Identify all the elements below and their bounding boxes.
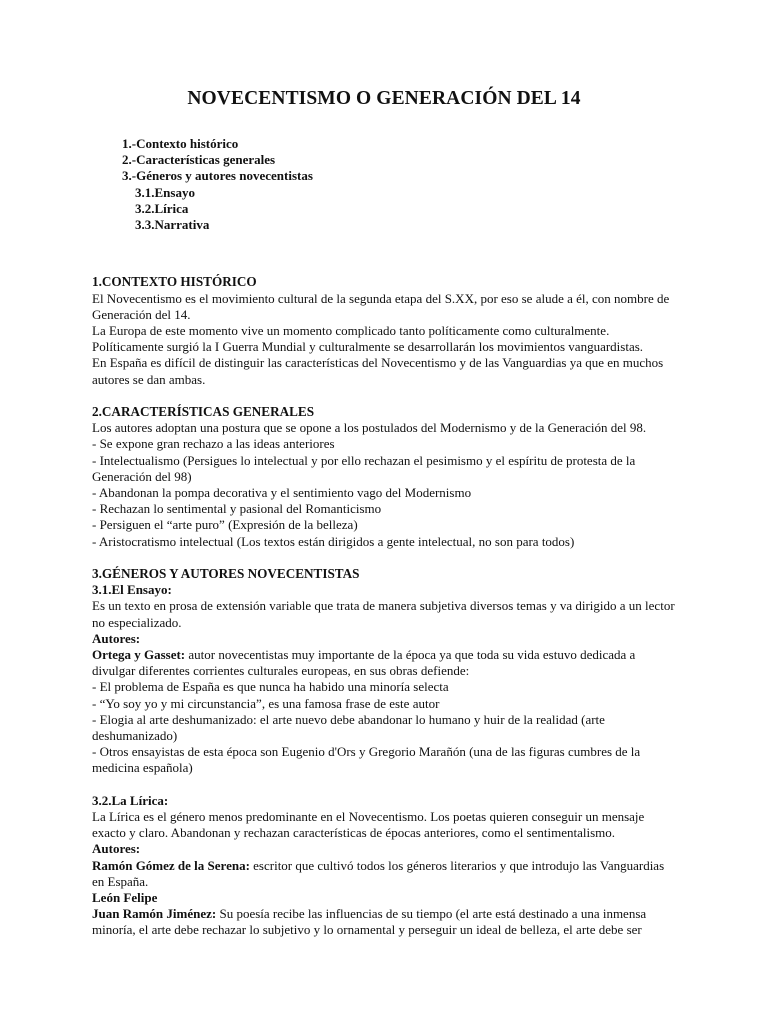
list-item: - Se expone gran rechazo a las ideas anteriores — [92, 436, 335, 452]
section-heading: 2.CARACTERÍSTICAS GENERALES — [92, 404, 315, 420]
list-item: - Aristocratismo intelectual (Los textos están dirigidos a gente intelectual, no son para todos) — [92, 533, 575, 549]
table-of-contents — [92, 136, 676, 233]
subsection-heading — [92, 793, 676, 809]
subsection-heading — [92, 582, 676, 598]
autores-label-text: Autores: — [92, 630, 141, 646]
list-item: - Elogia al arte deshumanizado: el arte nuevo debe abandonar lo humano y huir de la realidad (arte deshumanizado) — [92, 711, 605, 744]
section-heading: 1.CONTEXTO HISTÓRICO — [92, 274, 257, 290]
list-item: - Intelectualismo (Persigues lo intelectual y por ello rechazan el pesimismo y el espíritu de protesta de la Generación del 98) — [92, 452, 636, 484]
paragraph: Es un texto en prosa de extensión variable que trata de manera subjetiva diversos temas y va dirigido a un lector no especializado. — [92, 598, 675, 630]
author-description: Su poesía recibe las influencias de su tiempo (el arte está destinado a una inmensa minoría, el arte debe rechazar lo subjetivo y lo ornamental y perseguir un ideal de belleza, el arte debe ser — [92, 906, 647, 938]
list-item: - El problema de España es que nunca ha habido una minoría selecta — [92, 679, 449, 695]
list-item: - Otros ensayistas de esta época son Eugenio d'Ors y Gregorio Marañón (una de las figuras cumbres de la medicina española) — [92, 744, 641, 776]
section-heading: 3.GÉNEROS Y AUTORES NOVECENTISTAS — [92, 566, 360, 582]
author-name: Ortega y Gasset: — [92, 647, 186, 663]
toc-subitem: 3.3.Narrativa — [135, 217, 210, 233]
toc-subitem: 3.1.Ensayo — [135, 184, 195, 200]
list-item: - “Yo soy yo y mi circunstancia”, es una famosa frase de este autor — [92, 695, 440, 711]
list-item: - Rechazan lo sentimental y pasional del Romanticismo — [92, 501, 382, 517]
author-entry — [92, 858, 676, 890]
autores-label-text: Autores: — [92, 841, 141, 857]
paragraph: En España es difícil de distinguir las características del Novecentismo y de las Vanguardias ya que en muchos autores se dan ambas. — [92, 355, 664, 387]
paragraph: Los autores adoptan una postura que se opone a los postulados del Modernismo y de la Generación del 98. — [92, 420, 647, 436]
paragraph: La Lírica es el género menos predominante en el Novecentismo. Los poetas quieren conseguir un mensaje exacto y claro. Abandonan y rechazan características de épocas anteriores, como el sentimentalismo. — [92, 809, 645, 841]
author-name: León Felipe — [92, 890, 158, 906]
author-description: escritor que cultivó todos los géneros literarios y que introdujo las Vanguardias en España. — [92, 857, 665, 889]
autores-label — [92, 631, 676, 647]
author-entry — [92, 890, 676, 906]
subsection-heading-text: 3.1.El Ensayo: — [92, 582, 172, 598]
toc-subitem: 3.2.Lírica — [135, 200, 189, 216]
toc-item: 3.-Géneros y autores novecentistas — [122, 168, 313, 184]
page-title: NOVECENTISMO O GENERACIÓN DEL 14 — [187, 88, 581, 109]
paragraph: La Europa de este momento vive un momento complicado tanto políticamente como culturalmente. — [92, 323, 610, 339]
author-entry — [92, 906, 676, 938]
paragraph: Políticamente surgió la I Guerra Mundial y culturalmente se desarrollarán los movimientos vanguardistas. — [92, 339, 644, 355]
author-name: Juan Ramón Jiménez: — [92, 906, 217, 922]
author-description: autor novecentistas muy importante de la época ya que toda su vida estuvo dedicada a divulgar diferentes corrientes culturales europeas, en sus obras defiende: — [92, 647, 636, 679]
toc-item: 1.-Contexto histórico — [122, 136, 239, 151]
list-item: - Persiguen el “arte puro” (Expresión de la belleza) — [92, 517, 358, 533]
author-entry — [92, 647, 676, 679]
paragraph: El Novecentismo es el movimiento cultural de la segunda etapa del S.XX, por eso se alude a él, con nombre de Generación del 14. — [92, 290, 670, 322]
list-item: - Abandonan la pompa decorativa y el sentimiento vago del Modernismo — [92, 485, 472, 501]
subsection-heading-text: 3.2.La Lírica: — [92, 792, 169, 808]
author-name: Ramón Gómez de la Serena: — [92, 857, 250, 873]
autores-label — [92, 841, 676, 857]
document-body — [92, 258, 676, 938]
toc-item: 2.-Características generales — [122, 152, 276, 168]
